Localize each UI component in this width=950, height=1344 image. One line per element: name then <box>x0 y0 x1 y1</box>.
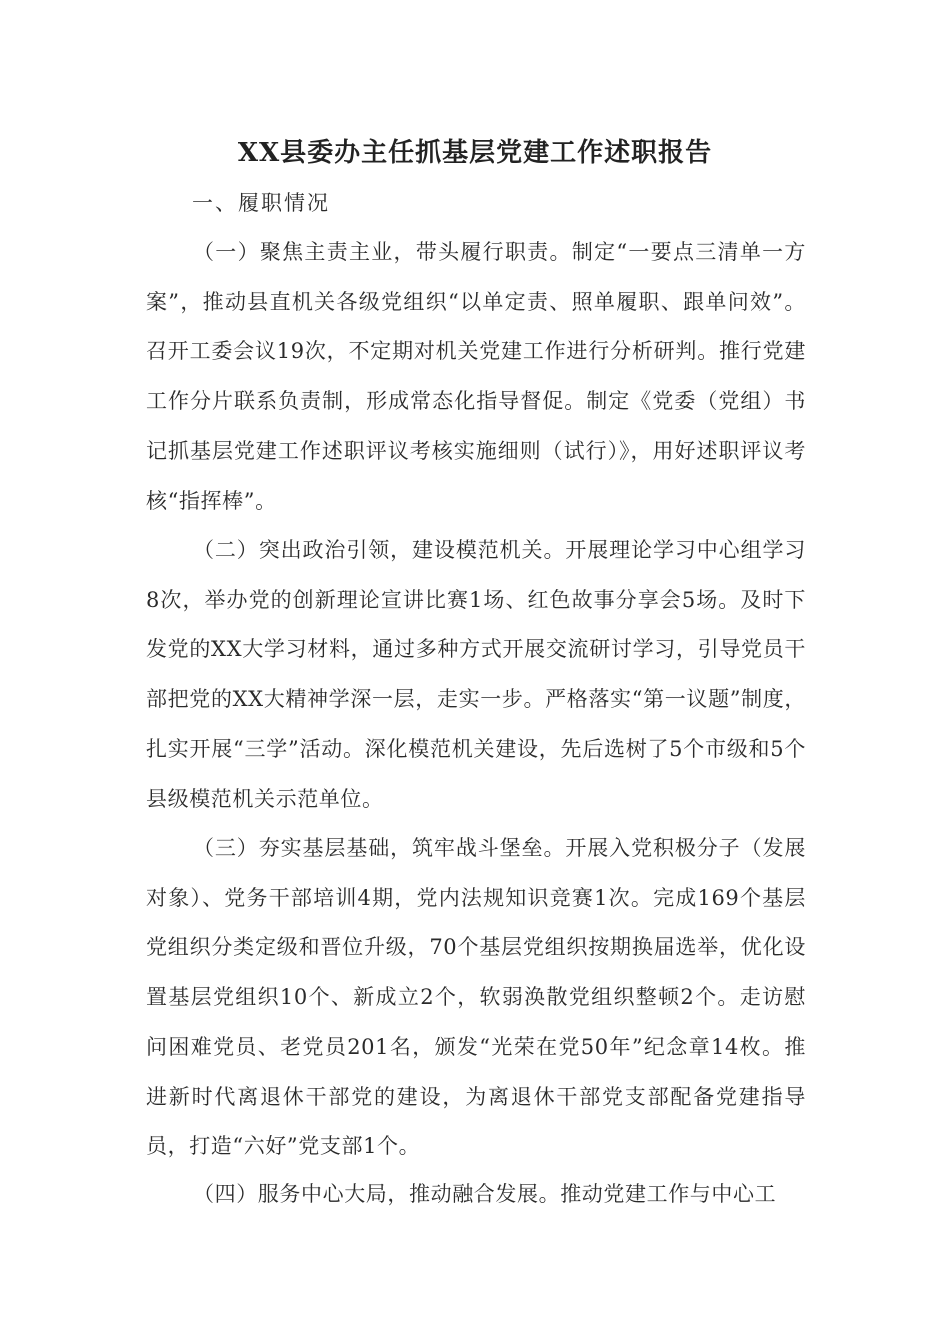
paragraph-2: （二）突出政治引领，建设模范机关。开展理论学习中心组学习8次，举办党的创新理论宣讲比赛1场、红色故事分享会5场。及时下发党的XX大学习材料，通过多种方式开展交流研讨学习，引导党员干部把党的XX大精神学深一层，走实一步。严格落实“第一议题”制度，扎实开展“三学”活动。深化模范机关建设，先后选树了5个市级和5个县级模范机关示范单位。 <box>146 538 806 811</box>
section-heading: 一、履职情况 <box>192 191 330 215</box>
paragraph-3: （三）夯实基层基础，筑牢战斗堡垒。开展入党积极分子（发展对象）、党务干部培训4期，党内法规知识竞赛1次。完成169个基层党组织分类定级和晋位升级，70个基层党组织按期换届选举，优化设置基层党组织10个、新成立2个，软弱涣散党组织整顿2个。走访慰问困难党员、老党员201名，颁发“光荣在党50年”纪念章14枚。推进新时代离退休干部党的建设，为离退休干部党支部配备党建指导员，打造“六好”党支部1个。 <box>146 836 806 1159</box>
document-title: XX县委办主任抓基层党建工作述职报告 <box>237 138 713 168</box>
paragraph-4: （四）服务中心大局，推动融合发展。推动党建工作与中心工 <box>193 1182 777 1206</box>
paragraph-1: （一）聚焦主责主业，带头履行职责。制定“一要点三清单一方案”，推动县直机关各级党组织“以单定责、照单履职、跟单问效”。召开工委会议19次，不定期对机关党建工作进行分析研判。推行党建工作分片联系负责制，形成常态化指导督促。制定《党委（党组）书记抓基层党建工作述职评议考核实施细则（试行）》，用好述职评议考核“指挥棒”。 <box>146 240 806 513</box>
